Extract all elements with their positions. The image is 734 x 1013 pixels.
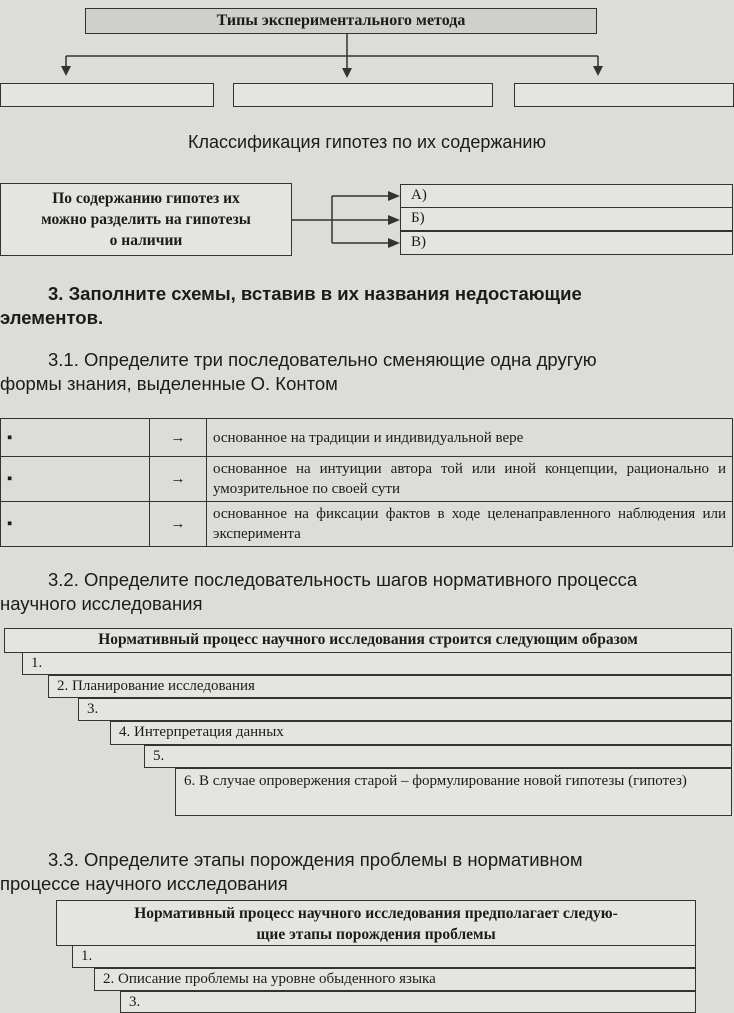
task3-line-1: 3. Заполните схемы, вставив в их названия недостающие (48, 283, 582, 304)
hypothesis-left-line-3: о наличии (109, 232, 183, 249)
arrow-right-icon: → (150, 457, 207, 502)
arrow-right-icon: → (150, 502, 207, 547)
arrow-right-icon (388, 238, 400, 248)
diagram-connector-lines (0, 0, 734, 90)
process-step-4: 4. Интерпретация данных (110, 721, 732, 745)
problem-stages-head-line-2: щие этапы порождения проблемы (256, 926, 496, 943)
bullet-cell[interactable]: ▪ (1, 457, 150, 502)
hypothesis-connector-lines (280, 180, 405, 260)
arrow-down-icon (342, 68, 352, 78)
task31-line-1: 3.1. Определите три последовательно сменяющие одна другую (48, 349, 597, 370)
hypothesis-left-line-2: можно разделить на гипотезы (41, 211, 251, 228)
empty-type-box-2[interactable] (233, 83, 493, 107)
form-description: основанное на традиции и индивидуальной вере (207, 419, 733, 457)
bullet-cell[interactable]: ▪ (1, 419, 150, 457)
hypothesis-option-b[interactable]: Б) (400, 207, 733, 231)
process-step-2: 2. Планирование исследования (48, 675, 732, 698)
bullet-cell[interactable]: ▪ (1, 502, 150, 547)
hypothesis-left-line-1: По содержанию гипотез их (52, 190, 240, 207)
problem-step-2: 2. Описание проблемы на уровне обыденного языка (94, 968, 696, 991)
arrow-right-icon: → (150, 419, 207, 457)
diagram-title-box: Типы экспериментального метода (85, 8, 597, 34)
form-description: основанное на интуиции автора той или иной концепции, рационально и умозрительное по своей сути (207, 457, 733, 502)
task32-line-1: 3.2. Определите последовательность шагов нормативного процесса (48, 569, 638, 590)
process-step-3[interactable]: 3. (78, 698, 732, 721)
process-step-1[interactable]: 1. (22, 652, 732, 675)
table-row (1, 419, 733, 457)
task32-line-2: научного исследования (0, 593, 203, 614)
problem-step-3[interactable]: 3. (120, 991, 696, 1013)
arrow-down-icon (61, 66, 71, 76)
process-step-6: 6. В случае опровержения старой – формулирование новой гипотезы (гипотез) (175, 768, 732, 816)
research-process-head: Нормативный процесс научного исследования строится следующим образом (4, 628, 732, 653)
table-row (1, 457, 733, 502)
task31-line-2: формы знания, выделенные О. Контом (0, 373, 338, 394)
form-description: основанное на фиксации фактов в ходе целенаправленного наблюдения или эксперимента (207, 502, 733, 547)
process-step-5[interactable]: 5. (144, 745, 732, 768)
hypothesis-left-box (0, 183, 292, 256)
task33-line-2: процессе научного исследования (0, 873, 288, 894)
classification-caption: Классификация гипотез по их содержанию (188, 132, 546, 152)
hypothesis-option-a[interactable]: А) (400, 184, 733, 208)
empty-type-box-1[interactable] (0, 83, 214, 107)
empty-type-box-3[interactable] (514, 83, 734, 107)
forms-table (0, 418, 733, 547)
problem-step-1[interactable]: 1. (72, 945, 696, 968)
hypothesis-option-c[interactable]: В) (400, 231, 733, 255)
problem-stages-head-line-1: Нормативный процесс научного исследования предполагает следую- (134, 905, 618, 922)
arrow-down-icon (593, 66, 603, 76)
task33-line-1: 3.3. Определите этапы порождения проблемы в нормативном (48, 849, 583, 870)
problem-stages-head (56, 900, 696, 946)
arrow-right-icon (388, 215, 400, 225)
table-row (1, 502, 733, 547)
arrow-right-icon (388, 191, 400, 201)
task3-line-2: элементов. (0, 307, 104, 328)
